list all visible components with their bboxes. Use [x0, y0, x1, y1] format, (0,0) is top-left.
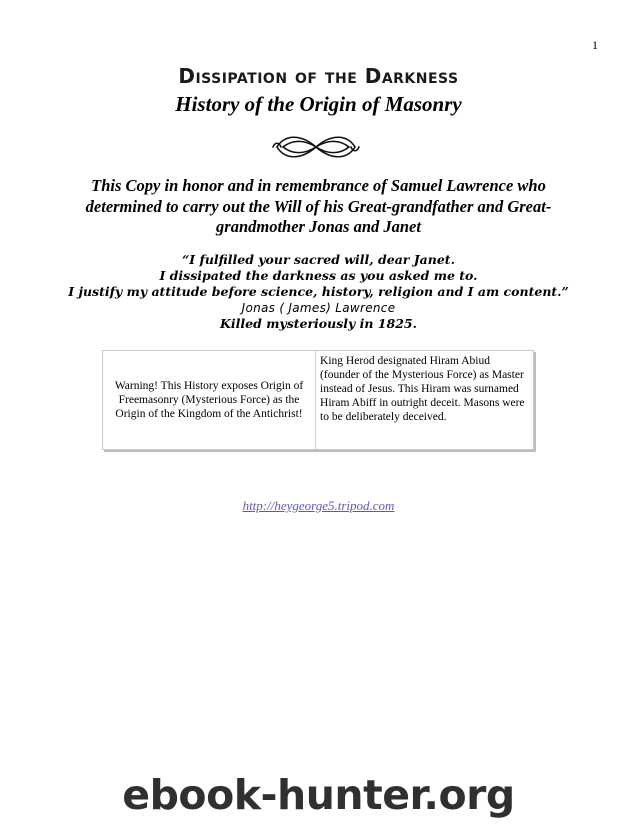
herod-cell: King Herod designated Hiram Abiud (founder of the Mysterious Force) as Master instead of Jesus. This Hiram was surnamed Hiram Abiff in outright deceit. Masons were to be deliberately deceived.: [320, 355, 525, 423]
watermark: ebook-hunter.org: [122, 771, 515, 819]
quote-line: “I fulfilled your sacred will, dear Janet.: [182, 252, 455, 267]
quote-line: I dissipated the darkness as you asked me to.: [159, 268, 478, 283]
warning-cell: [103, 351, 316, 449]
dedication-line: grandmother Jonas and Janet: [216, 217, 421, 236]
website-link[interactable]: http://heygeorge5.tripod.com: [242, 498, 395, 513]
dedication-text: [40, 176, 597, 238]
quote-line: I justify my attitude before science, history, religion and I am content.”: [68, 284, 569, 299]
dedication-line: determined to carry out the Will of his Great-grandfather and Great-: [85, 196, 552, 216]
document-subtitle: History of the Origin of Masonry: [175, 92, 462, 116]
warning-text: Warning! This History exposes Origin of Freemasonry (Mysterious Force) as the Origin of the Kingdom of the Antichrist!: [114, 380, 304, 420]
page-number: 1: [592, 38, 598, 52]
quote-block: [20, 252, 617, 332]
quote-author: Jonas ( James) Lawrence: [241, 301, 396, 315]
flourish-ornament-icon: [271, 130, 361, 164]
quote-note: Killed mysteriously in 1825.: [220, 316, 417, 331]
document-title: Dissipation of the Darkness: [178, 64, 459, 88]
dedication-line: This Copy in honor and in remembrance of Samuel Lawrence who: [91, 176, 546, 195]
info-table: [102, 350, 534, 450]
